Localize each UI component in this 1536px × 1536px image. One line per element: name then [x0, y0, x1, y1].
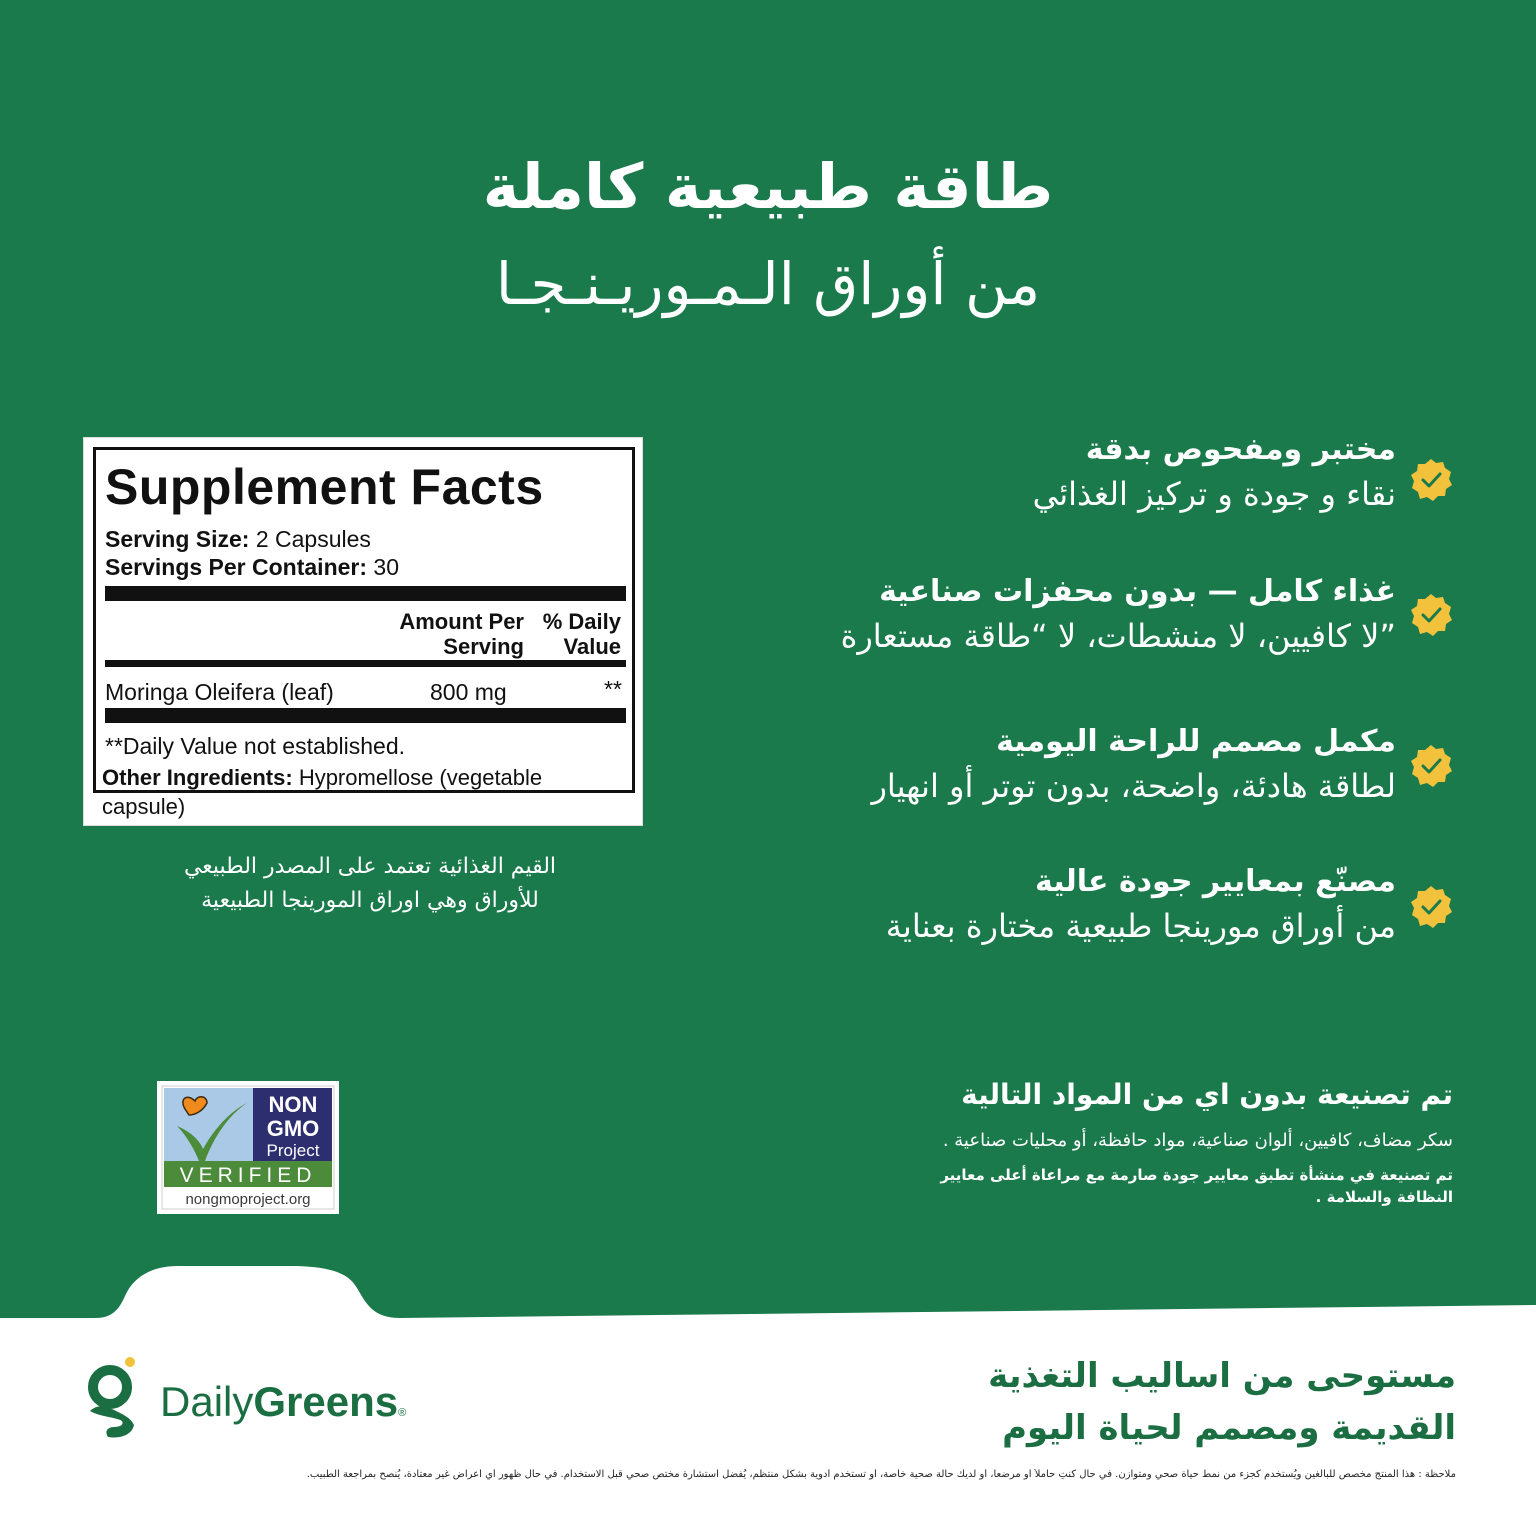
facts-caption	[120, 850, 620, 918]
feature-subtext: ”لا كافيين، لا منشطات، لا “طاقة مستعارة	[840, 617, 1396, 655]
check-badge-icon	[1408, 743, 1454, 789]
non-gmo-verified-badge	[157, 1081, 339, 1214]
tagline-line: مستوحى من اساليب التغذية	[988, 1356, 1456, 1396]
serving-size-row	[105, 526, 371, 553]
feature-subtext: نقاء و جودة و تركيز الغذائي	[1032, 475, 1396, 513]
non-gmo-logo-icon	[157, 1081, 339, 1214]
brand-name-part2: Greens	[253, 1378, 399, 1425]
feature-item	[696, 572, 1396, 658]
feature-item	[696, 862, 1396, 948]
feature-subtext: لطاقة هادئة، واضحة، بدون توتر أو انهيار	[871, 767, 1396, 805]
footnote: **Daily Value not established.	[105, 733, 406, 759]
other-ingredients-label: Other Ingredients:	[102, 765, 293, 790]
feature-heading: مختبر ومفحوص بدقة	[1085, 432, 1396, 467]
supplement-facts-panel	[83, 437, 643, 826]
dailygreens-logo-icon	[82, 1355, 144, 1441]
caption-line: للأوراق وهي اوراق المورينجا الطبيعية	[201, 888, 539, 913]
thick-divider	[105, 708, 626, 723]
feature-heading: مصنّع بمعايير جودة عالية	[1035, 864, 1396, 899]
tagline-line: القديمة ومصمم لحياة اليوم	[1002, 1408, 1456, 1448]
ingredient-name: Moringa Oleifera (leaf)	[105, 679, 334, 705]
supplement-facts-title: Supplement Facts	[105, 459, 544, 515]
check-badge-icon	[1408, 457, 1454, 503]
feature-heading: مكمل مصمم للراحة اليومية	[996, 724, 1396, 759]
disclaimer-text: ملاحظة : هذا المنتج مخصص للبالغين ويُستخدم كجزء من نمط حياة صحي ومتوازن. في حال كنتِ حاملاً أو مرضعاً، أو لديك حالة صحية خاصة، أو تستخدم أدوية بشكل منتظم، يُفضل استشارة مختص صحي قبل الاستخدام. في حال ظهور أي أعراض غير معتادة، يُنصح بمراجعة الطبيب.	[306, 1469, 1456, 1480]
daily-value-header: % Daily Value	[542, 609, 621, 659]
svg-text:nongmoproject.org: nongmoproject.org	[185, 1191, 311, 1208]
servings-per-container-row	[105, 554, 399, 581]
serving-size-label: Serving Size:	[105, 526, 250, 552]
made-without-list: سكر مضاف، كافيين، ألوان صناعية، مواد حافظة، أو محليات صناعية .	[942, 1130, 1453, 1151]
amount-per-serving-header: Amount Per Serving	[399, 609, 524, 659]
svg-text:GMO: GMO	[266, 1116, 320, 1141]
supplement-facts-box	[93, 447, 635, 793]
facility-note: تم تصنيعة في منشأة تطبق معايير جودة صارمة مع مراعاة أعلى معايير النظافة والسلامة .	[940, 1166, 1453, 1206]
svg-text:Project: Project	[266, 1141, 320, 1160]
brand-wordmark	[160, 1378, 406, 1426]
svg-text:NON: NON	[268, 1092, 318, 1117]
medium-divider	[105, 660, 626, 667]
servings-label: Servings Per Container:	[105, 554, 368, 580]
other-ingredients-value: Hypromellose (vegetable capsule)	[102, 765, 543, 819]
other-ingredients	[102, 763, 622, 821]
check-badge-icon	[1408, 884, 1454, 930]
main-title: طاقة طبيعية كاملة	[482, 150, 1054, 223]
check-badge-icon	[1408, 592, 1454, 638]
ingredient-amount: 800 mg	[430, 679, 507, 705]
main-subtitle: من أوراق الـمـوريـنـجـا	[495, 250, 1041, 318]
caption-line: القيم الغذائية تعتمد على المصدر الطبيعي	[183, 854, 557, 879]
ingredient-dv: **	[604, 676, 622, 702]
made-without-heading: تم تصنيعة بدون اي من المواد التالية	[961, 1078, 1453, 1111]
brand-tagline	[856, 1350, 1456, 1454]
servings-value: 30	[373, 554, 400, 580]
feature-item	[696, 722, 1396, 808]
serving-size-value: 2 Capsules	[255, 526, 371, 552]
brand-name-part1: Daily	[160, 1378, 254, 1425]
feature-subtext: من أوراق مورينجا طبيعية مختارة بعناية	[885, 907, 1396, 945]
registered-mark: ®	[398, 1407, 407, 1419]
feature-heading: غذاء كامل — بدون محفزات صناعية	[879, 574, 1396, 609]
feature-item	[696, 430, 1396, 516]
svg-text:VERIFIED: VERIFIED	[179, 1164, 317, 1187]
thick-divider	[105, 586, 626, 601]
